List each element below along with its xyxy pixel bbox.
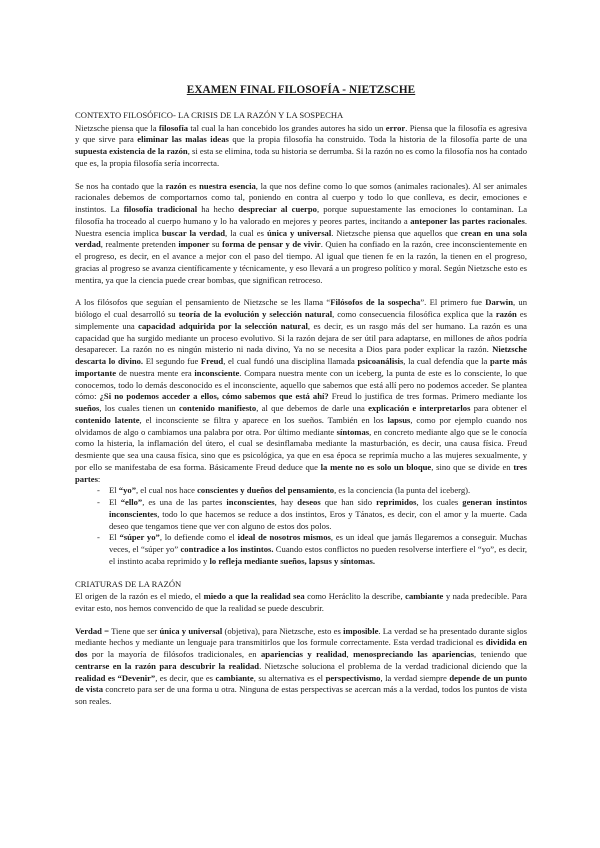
paragraph-4: El origen de la razón es el miedo, el miedo a que la realidad sea como Heráclito la describe, cambiante y nada predecible. Para evitar esto, nos hemos convencido de que la realidad se puede descubrir. — [75, 591, 527, 613]
document-title: EXAMEN FINAL FILOSOFÍA - NIETZSCHE — [186, 84, 416, 96]
section-heading-criaturas: CRIATURAS DE LA RAZÓN — [75, 578, 182, 589]
list-item-ello: - El “ello”, es una de las partes inconscientes, hay deseos que han sido reprimidos, los cuales generan instintos inconscientes, todo lo que hacemos se reduce a dos instintos, Eros y Tánatos, es decir, con el amor y la muerte. Cada deseo que tengamos tiene que ver con alguno de estos dos polos. — [97, 497, 527, 531]
paragraph-3: A los filósofos que seguían el pensamiento de Nietzsche se les llama “Filósofos de la sospecha”. El primero fue Darwin, un biólogo el cual desarrolló su teoría de la evolución y selección natural, como consecuencia filosófica explica que la razón es simplemente una capacidad adquirida por la selección natural, es decir, es un rasgo más del ser humano. La razón es una capacidad que ha surgido mediante un proceso evolutivo. Si la razón dejara de ser útil para adaptarse, en millones de años podría desaparecer. La razón no es ningún misterio ni nada divino, Ya no se necesita a Dios para poder explicar la razón. Nietzsche descarta lo divino. El segundo fue Freud, el cual fundó una disciplina llamada psicoanálisis, la cual defendía que la parte más importante de nuestra mente era inconsciente. Compara nuestra mente con un iceberg, la punta de este es lo consciente, lo que conocemos, todo lo demás desconocido es el inconsciente, aquello que sabemos que está allí pero no podemos acceder. Se plantea cómo: ¿Si no podemos acceder a ellos, cómo sabemos que está ahí? Freud lo justifica de tres formas. Primero mediante los sueños, los cuales tienen un contenido manifiesto, al que debemos de darle una explicación e interpretarlos para obtener el contenido latente, el inconsciente se filtra y aparece en los sueños. También en los lapsus, como por ejemplo cuando nos olvidamos de algo o cambiamos una palabra por otra. Por último mediante síntomas, en concreto mediante algo que se le conocía como la histeria, la inflamación del útero, el cual se desinflamaba mediante la masturbación, es decir, una causa física. Freud desmiente que sea una causa física, sino que es psicológica, ya que en esa época se reprimía mucho a las mujeres sexualmente, y por ello se manifestaba de esa forma. Básicamente Freud deduce que la mente no es solo un bloque, sino que se divide en tres partes: — [75, 297, 528, 484]
list-item-yo: - El “yo”, el cual nos hace conscientes y dueños del pensamiento, es la conciencia (la punta del iceberg). — [97, 485, 471, 496]
paragraph-1: Nietzsche piensa que la filosofía tal cual la han concebido los grandes autores ha sido un error. Piensa que la filosofía es agresiva y que sirve para eliminar las malas ideas que la propia filosofía ha construido. Toda la historia de la filosofía parte de una supuesta existencia de la razón, si esta se elimina, toda su historia se derrumba. Si la razón no es como la filosofía nos ha contado que es, la propia filosofía sería incorrecta. — [75, 122, 527, 168]
section-heading-contexto: CONTEXTO FILOSÓFICO- LA CRISIS DE LA RAZÓN Y LA SOSPECHA — [75, 110, 344, 120]
list-item-super-yo: - El “súper yo”, lo defiende como el ideal de nosotros mismos, es un ideal que jamás llegaremos a conseguir. Muchas veces, el “súper yo” contradice a los instintos. Cuando estos conflictos no pueden resolverse interfiere el “yo”, es decir, el instinto acaba reprimido y lo refleja mediante sueños, lapsus y síntomas. — [97, 532, 528, 566]
freud-parts-list — [75, 485, 527, 567]
document-page — [75, 84, 527, 708]
paragraph-5: Verdad = Tiene que ser única y universal (objetiva), para Nietzsche, esto es imposible. La verdad se ha presentado durante siglos mediante hechos y mediante un lenguaje para transmitirlos que los formule correctamente. Esta verdad tradicional es dividida en dos por la mayoría de filósofos tradicionales, en apariencias y realidad, menospreciando las apariencias, teniendo que centrarse en la razón para descubrir la realidad. Nietzsche soluciona el problema de la verdad tradicional diciendo que la realidad es “Devenir”, es decir, que es cambiante, su alternativa es el perspectivismo, la verdad siempre depende de un punto de vista concreto para ser de una forma u otra. Ninguna de estas perspectivas se acercan más a la verdad, todos los puntos de vista son reales. — [75, 625, 528, 707]
paragraph-2: Se nos ha contado que la razón es nuestra esencia, la que nos define como lo que somos (animales racionales). Al ser animales racionales debemos de comportarnos como tal, poniendo en contra al cuerpo y todo lo que conlleva, es decir, emociones e instintos. La filosofía tradicional ha hecho despreciar al cuerpo, porque supuestamente las emociones lo contaminan. La filosofía ha troceado al cuerpo humano y lo ha valorado en mejores y peores partes, incitando a anteponer las partes racionales. Nuestra esencia implica buscar la verdad, la cual es única y universal. Nietzsche piensa que aquellos que crean en una sola verdad, realmente pretenden imponer su forma de pensar y de vivir. Quien ha confiado en la razón, cree inconscientemente en el progreso, es decir, en el avance a mejor con el paso del tiempo. Al igual que tienen fe en la razón, la tienen en el progreso, gracias al progreso se avanza científicamente y técnicamente, y eso llevará a un progreso político y moral. Según Nietzsche esto es mentira, ya que la ciencia puede crear bombas, que significan retroceso. — [75, 180, 528, 285]
